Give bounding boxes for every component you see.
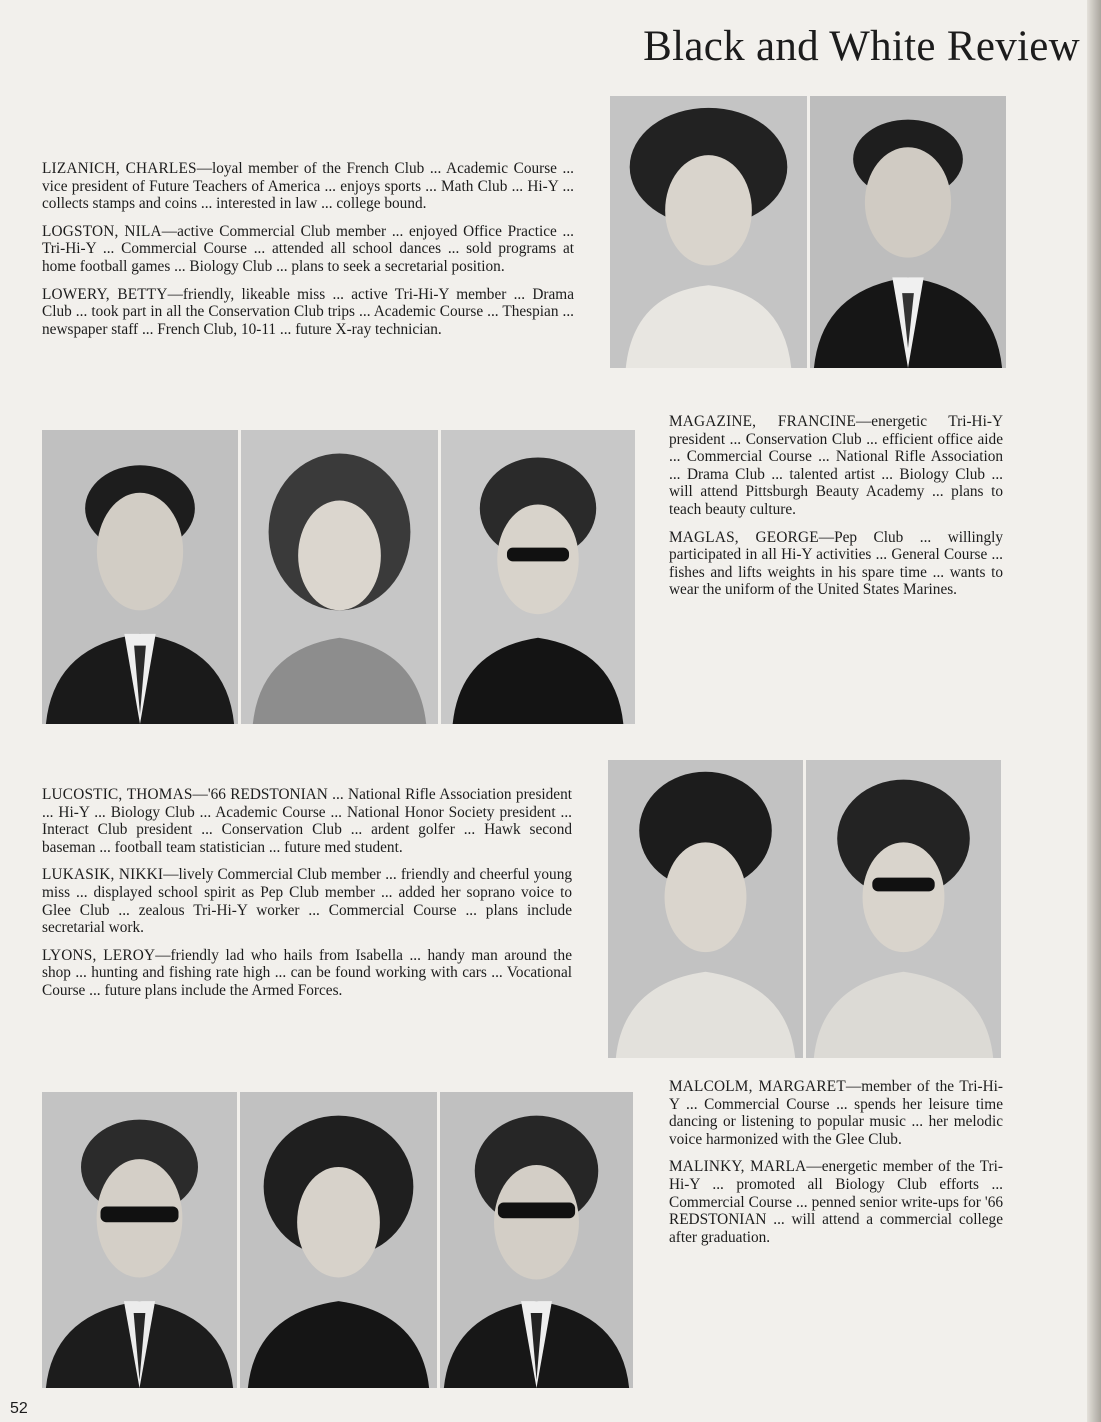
blurb-maglas (669, 529, 1003, 599)
blurb-lowery (42, 286, 574, 339)
blurb-lucostic (42, 786, 572, 856)
blurb-lizanich (42, 160, 574, 213)
blurb-group-bottom-right (669, 1078, 1003, 1256)
photo-row-lower-right (608, 760, 1001, 1058)
student-description: —energetic Tri-Hi-Y president ... Conservation Club ... efficient office aide ... Commercial Course ... National Rifle Association ... Drama Club ... talented artist ... Biology Club ... will attend Pittsburgh Beauty Academy ... plans to teach beauty culture. (669, 413, 1003, 518)
student-description: —Pep Club ... willingly participated in all Hi-Y activities ... General Course ... fishes and lifts weights in his spare time ... wants to wear the uniform of the United States Marines. (669, 528, 1003, 599)
blurb-logston (42, 223, 574, 276)
student-name: LYONS, LEROY (42, 946, 156, 964)
page-edge (1087, 0, 1101, 1422)
portrait-photo (806, 760, 1001, 1058)
student-name: LOGSTON, NILA (42, 222, 162, 240)
portrait-photo (441, 430, 635, 724)
student-description: —friendly, likeable miss ... active Tri-Hi-Y member ... Drama Club ... took part in all the Conservation Club trips ... Academic Course ... Thespian ... newspaper staff ... French Club, 10-11 ... future X-ray technician. (42, 285, 574, 338)
student-name: LUCOSTIC, THOMAS (42, 786, 193, 803)
student-name: LOWERY, BETTY (42, 285, 168, 303)
portrait-photo (240, 1092, 437, 1388)
student-name: MAGAZINE, FRANCINE (669, 413, 856, 430)
portrait-photo (440, 1092, 633, 1388)
portrait-photo (241, 430, 438, 724)
student-name: LUKASIK, NIKKI (42, 866, 164, 884)
student-name: MALINKY, MARLA (669, 1158, 807, 1176)
student-description: —member of the Tri-Hi-Y ... Commercial Course ... spends her leisure time dancing or listening to popular music ... her melodic voice harmonized with the Glee Club. (669, 1078, 1003, 1148)
blurb-group-top-left (42, 160, 574, 348)
blurb-magazine (669, 413, 1003, 519)
student-description: —lively Commercial Club member ... friendly and cheerful young miss ... displayed school spirit as Pep Club member ... added her soprano voice to Glee Club ... zealous Tri-Hi-Y worker ... Commercial Course ... plans include secretarial work. (42, 866, 572, 937)
blurb-malinky (669, 1158, 1003, 1246)
blurb-lukasik (42, 866, 572, 936)
photo-row-bottom-left (42, 1092, 633, 1388)
blurb-malcolm (669, 1078, 1003, 1148)
student-name: MAGLAS, GEORGE (669, 528, 819, 546)
student-description: —'66 REDSTONIAN ... National Rifle Association president ... Hi-Y ... Biology Club ... Academic Course ... National Honor Society president ... Interact Club president ... Conservation Club ... ardent golfer ... Hawk second baseman ... football team statistician ... future med student. (42, 786, 572, 856)
blurb-lyons (42, 947, 572, 1000)
portrait-photo (610, 96, 807, 368)
student-description: —friendly lad who hails from Isabella ... handy man around the shop ... hunting and fishing rate high ... can be found working with cars ... Vocational Course ... future plans include the Armed Forces. (42, 946, 572, 999)
page-title: Black and White Review (643, 23, 1080, 70)
portrait-photo (810, 96, 1006, 368)
photo-row-top-right (610, 96, 1006, 368)
portrait-photo (608, 760, 803, 1058)
student-name: LIZANICH, CHARLES (42, 160, 197, 177)
page-number: 52 (10, 1400, 28, 1417)
student-description: —active Commercial Club member ... enjoyed Office Practice ... Tri-Hi-Y ... Commercial Course ... attended all school dances ... sold programs at home football games ... Biology Club ... plans to seek a secretarial position. (42, 222, 574, 275)
student-description: —loyal member of the French Club ... Academic Course ... vice president of Future Teachers of America ... enjoys sports ... Math Club ... Hi-Y ... collects stamps and coins ... interested in law ... college bound. (42, 160, 574, 213)
student-name: MALCOLM, MARGARET (669, 1078, 846, 1095)
photo-row-top-left (42, 430, 635, 724)
portrait-photo (42, 1092, 237, 1388)
student-description: —energetic member of the Tri-Hi-Y ... promoted all Biology Club efforts ... Commercial Course ... penned senior write-ups for '66 REDSTONIAN ... will attend a commercial college after graduation. (669, 1158, 1003, 1246)
portrait-photo (42, 430, 238, 724)
blurb-group-lower-left (42, 786, 572, 1010)
blurb-group-middle-right (669, 413, 1003, 609)
